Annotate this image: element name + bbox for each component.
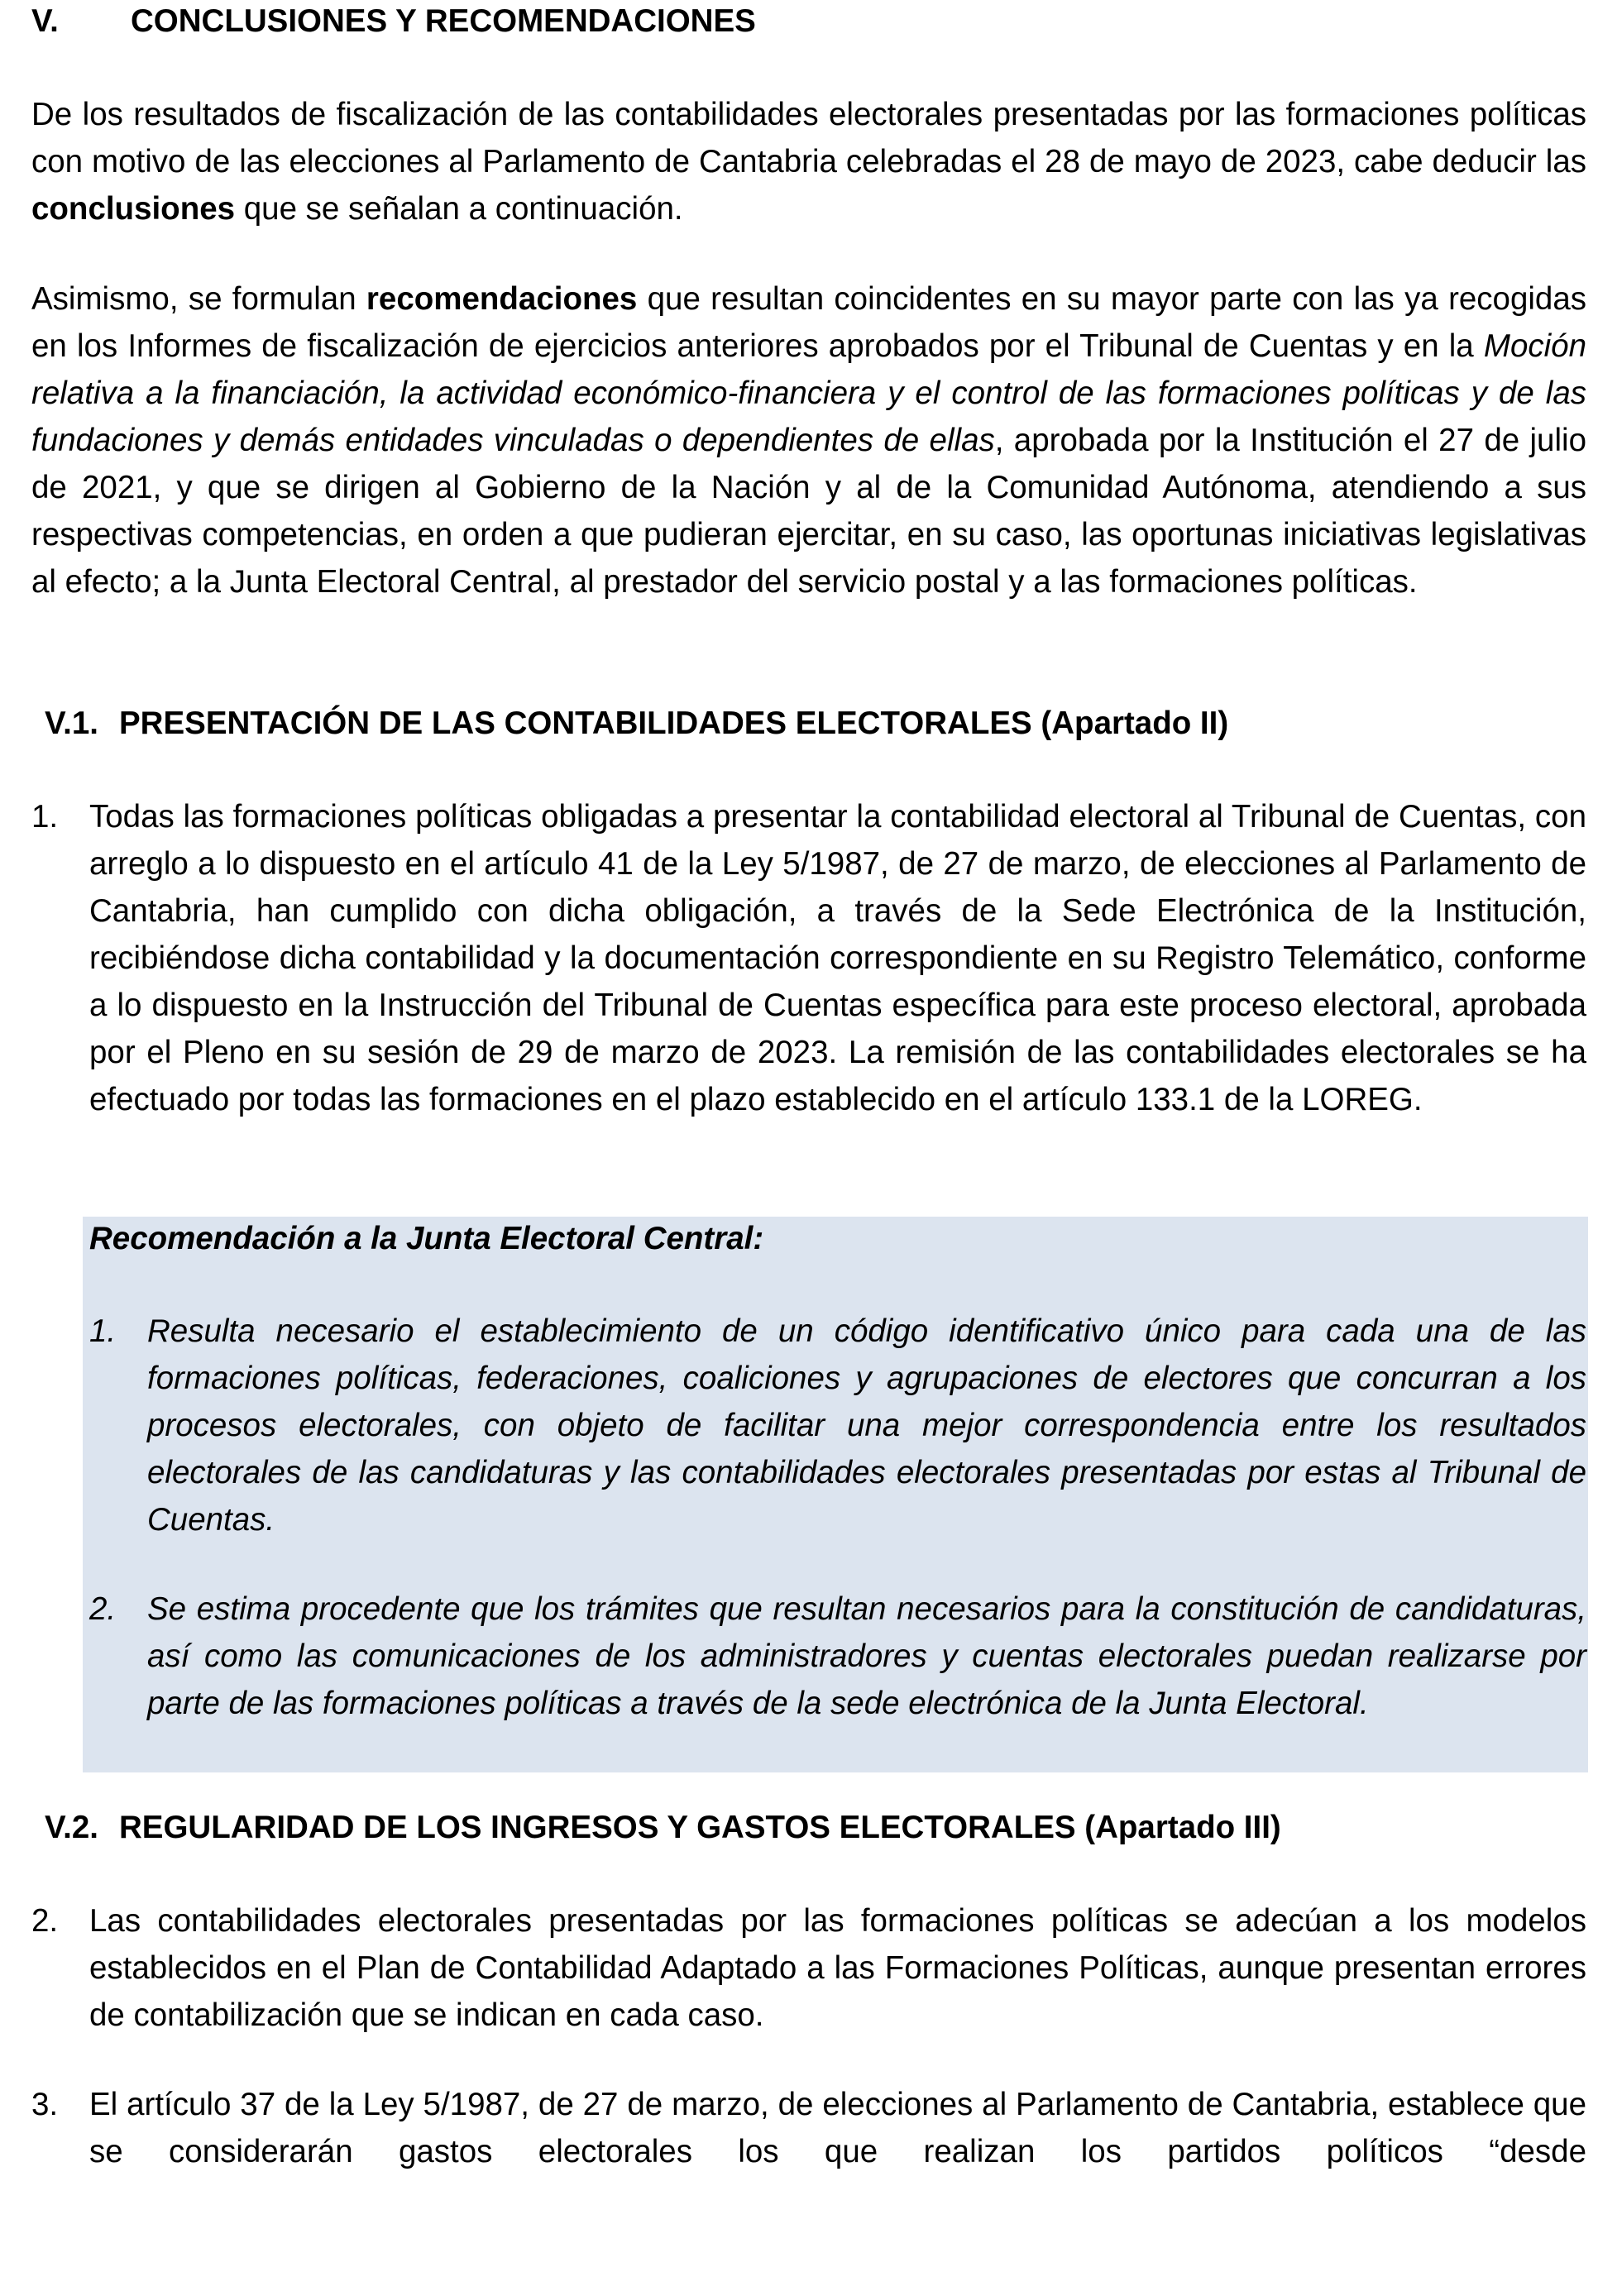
recommendation-item-1 [89,1308,1586,1543]
subsection-v1-title: PRESENTACIÓN DE LAS CONTABILIDADES ELECTORALES (Apartado II) [119,706,1229,741]
recommendation-item-1-number: 1. [89,1313,117,1349]
conclusion-item-2 [31,1897,1586,2039]
intro1-text-a: De los resultados de fiscalización de las contabilidades electorales presentadas por las formaciones políticas con motivo de las elecciones al Parlamento de Cantabria celebradas el 28 de mayo de 2023, cabe deducir las [31,97,1586,179]
subsection-heading-v2 [45,1804,1281,1851]
conclusion-item-3 [31,2081,1586,2175]
subsection-v2-number: V.2. [45,1810,98,1845]
intro1-text-b: que se señalan a continuación. [235,191,683,227]
subsection-v2-title: REGULARIDAD DE LOS INGRESOS Y GASTOS ELECTORALES (Apartado III) [119,1810,1281,1845]
recommendation-title: Recomendación a la Junta Electoral Central: [89,1221,764,1256]
conclusion-item-3-text: El artículo 37 de la Ley 5/1987, de 27 de marzo, de elecciones al Parlamento de Cantabria, establece que se considerarán gastos electorales los que realizan los partidos políticos “desde [89,2087,1586,2169]
conclusion-item-1-text: Todas las formaciones políticas obligadas a presentar la contabilidad electoral al Tribunal de Cuentas, con arreglo a lo dispuesto en el artículo 41 de la Ley 5/1987, de 27 de marzo, de elecciones al Parlamento de Cantabria, han cumplido con dicha obligación, a través de la Sede Electrónica de la Institución, recibiéndose dicha contabilidad y la documentación correspondiente en su Registro Telemático, conforme a lo dispuesto en la Instrucción del Tribunal de Cuentas específica para este proceso electoral, aprobada por el Pleno en su sesión de 29 de marzo de 2023. La remisión de las contabilidades electorales se ha efectuado por todas las formaciones en el plazo establecido en el artículo 133.1 de la LOREG. [89,799,1586,1117]
section-number: V. [31,3,59,39]
recommendation-item-2 [89,1586,1586,1727]
subsection-heading-v1 [45,700,1228,747]
section-title: CONCLUSIONES Y RECOMENDACIONES [131,3,756,39]
intro1-bold: conclusiones [31,191,236,227]
conclusion-item-2-number: 2. [31,1903,59,1939]
section-heading [31,0,756,45]
conclusion-item-1-number: 1. [31,799,59,835]
conclusion-item-3-number: 3. [31,2087,59,2122]
intro2-italic-title: Moción relativa a la financiación, la actividad económico-financiera y el control de las formaciones políticas y de las fundaciones y demás entidades vinculadas o dependientes de ellas [31,328,1586,458]
recommendation-item-2-text: Se estima procedente que los trámites que resultan necesarios para la constitución de candidaturas, así como las comunicaciones de los administradores y cuentas electorales puedan realizarse por parte de las formaciones políticas a través de la sede electrónica de la Junta Electoral. [147,1591,1586,1721]
intro2-text-c: , aprobada por la Institución el 27 de julio de 2021, y que se dirigen al Gobierno de la Nación y al de la Comunidad Autónoma, atendiendo a sus respectivas competencias, en orden a que pudieran ejercitar, en su caso, las oportunas iniciativas legislativas al efecto; a la Junta Electoral Central, al prestador del servicio postal y a las formaciones políticas. [31,423,1586,600]
recommendation-item-1-text: Resulta necesario el establecimiento de un código identificativo único para cada una de las formaciones políticas, federaciones, coaliciones y agrupaciones de electores que concurran a los procesos electorales, con objeto de facilitar una mejor correspondencia entre los resultados electorales de las candidaturas y las contabilidades electorales presentadas por estas al Tribunal de Cuentas. [147,1313,1586,1538]
intro2-bold: recomendaciones [366,281,638,317]
recommendation-item-2-number: 2. [89,1591,117,1627]
intro-paragraph-recommendations [31,275,1586,605]
conclusion-item-1 [31,793,1586,1123]
intro2-text-a: Asimismo, se formulan [31,281,366,317]
subsection-v1-number: V.1. [45,706,98,741]
intro2-text-b: que resultan coincidentes en su mayor parte con las ya recogidas en los Informes de fiscalización de ejercicios anteriores aprobados por el Tribunal de Cuentas y en la [31,281,1587,364]
intro-paragraph-conclusions [31,91,1586,232]
conclusion-item-2-text: Las contabilidades electorales presentadas por las formaciones políticas se adecúan a los modelos establecidos en el Plan de Contabilidad Adaptado a las Formaciones Políticas, aunque presentan errores de contabilización que se indican en cada caso. [89,1903,1586,2033]
